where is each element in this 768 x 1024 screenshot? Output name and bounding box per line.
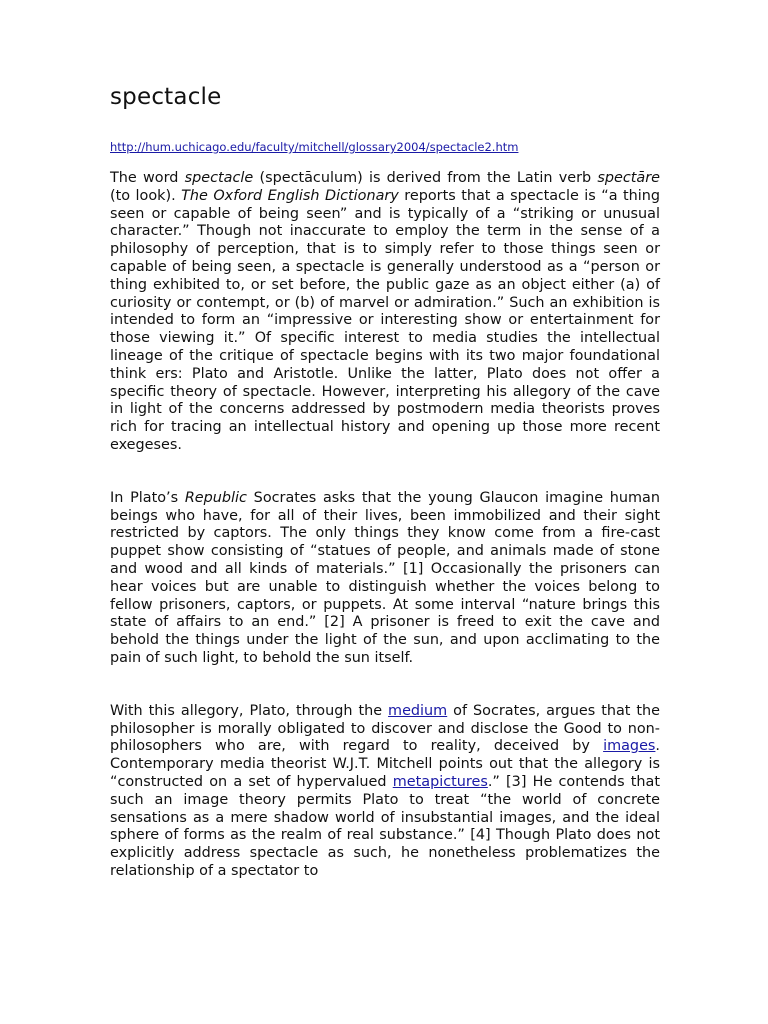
text-run: (to look). <box>110 187 182 204</box>
page-title: spectacle <box>110 84 222 110</box>
text-run: (spectāculum) is derived from the Latin verb <box>253 170 598 186</box>
italic-text: Republic <box>184 489 247 506</box>
text-run: The word <box>110 170 185 186</box>
inline-link[interactable]: metapictures <box>392 773 488 790</box>
text-run: Socrates asks that the young Glaucon imagine human beings who have, for all of their lives, been immobilized and their sight restricted by captors. The only things they know come from a fire-cast puppet show consisting of “statues of people, and animals made of stone and wood and all kinds of materials.” [1] Occasionally the prisoners can hear voices but are unable to distinguish whether the voices belong to fellow prisoners, captors, or puppets. At some interval “nature brings this state of affairs to an end.” [2] A prisoner is freed to exit the cave and behold the things under the light of the sun, and upon acclimating to the pain of such light, to behold the sun itself. <box>110 489 660 666</box>
document-body <box>110 170 660 881</box>
paragraph <box>110 170 660 455</box>
text-run: .” [3] He contends that such an image theory permits Plato to treat “the world of concrete sensations as a mere shadow world of insubstantial images, and the ideal sphere of forms as the realm of real substance.” [4] Though Plato does not explicitly address spectacle as such, he nonetheless problematizes the relationship of a spectator to <box>110 773 660 879</box>
text-run: With this allegory, Plato, through the <box>110 702 389 719</box>
text-run: . Contemporary media theorist W.J.T. Mitchell points out that the allegory is “constructed on a set of hypervalued <box>110 738 660 790</box>
italic-text: The Oxford English Dictionary <box>181 187 399 204</box>
inline-link[interactable]: images <box>603 738 656 755</box>
italic-text: spectacle <box>184 170 254 186</box>
inline-link[interactable]: medium <box>388 702 448 719</box>
text-run: In Plato’s <box>110 489 185 506</box>
paragraph <box>110 490 660 668</box>
text-run: of Socrates, argues that the philosopher is morally obligated to discover and disclose the Good to non-philosophers who are, with regard to reality, deceived by <box>110 702 661 755</box>
source-url-link[interactable]: http://hum.uchicago.edu/faculty/mitchell/glossary2004/spectacle2.htm <box>110 140 519 154</box>
text-run: reports that a spectacle is “a thing seen or capable of being seen” and is typically of a “striking or unusual character.” Though not inaccurate to employ the term in the sense of a philosophy of perception, that is to simply refer to those things seen or capable of being seen, a spectacle is generally understood as a “person or thing exhibited to, or set before, the public gaze as an object either (a) of curiosity or contempt, or (b) of marvel or admiration.” Such an exhibition is intended to form an “impressive or interesting show or entertainment for those viewing it.” Of specific interest to media studies the intellectual lineage of the critique of spectacle begins with its two major foundational think ers: Plato and Aristotle. Unlike the latter, Plato does not offer a specific theory of spectacle. However, interpreting his allegory of the cave in light of the concerns addressed by postmodern media theorists proves rich for tracing an intellectual history and opening up those more recent exegeses. <box>110 187 660 453</box>
italic-text: spectāre <box>597 170 660 186</box>
paragraph <box>110 703 660 881</box>
